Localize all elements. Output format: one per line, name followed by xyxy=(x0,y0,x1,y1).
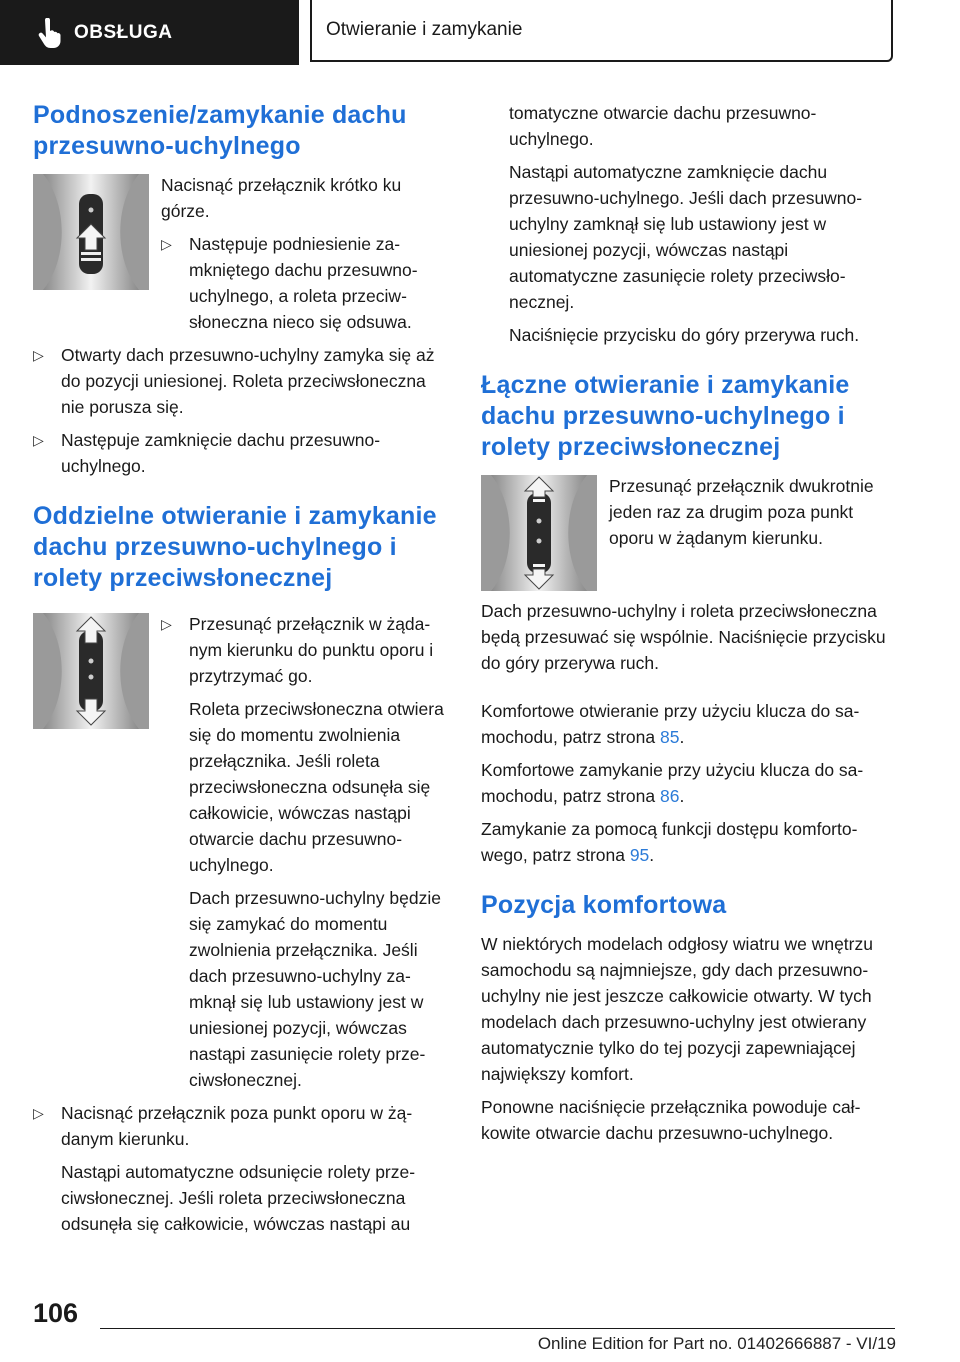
triangle-bullet-icon: ▷ xyxy=(161,236,172,252)
page-link-85[interactable]: 85 xyxy=(659,727,680,747)
instruction-text: Nacisnąć przełącznik krótko ku górze. xyxy=(161,175,402,221)
footer-edition: Online Edition for Part no. 01402666887 - VI/19 xyxy=(537,1334,896,1353)
page-number: 106 xyxy=(33,1298,79,1328)
chapter-tab xyxy=(310,0,893,62)
reference-text: Komfortowe zamykanie przy użyciu klucza do samochodu, patrz strona xyxy=(481,760,864,806)
right-column xyxy=(481,100,896,1146)
list-item xyxy=(33,1100,451,1152)
list-item-text: Przesunąć przełącznik w żądanym kierunku do punktu oporu i przytrzymać go. xyxy=(189,614,434,686)
paragraph: Roleta przeciwsłoneczna otwiera się do momentu zwolnienia przełącznika. Jeśli roleta przeciwsłoneczna odsunęła się całkowicie, wówczas nastąpi otwarcie dachu przesuwno-uchylnego. xyxy=(189,699,444,875)
reference-paragraph xyxy=(481,698,896,750)
heading-oddzielne: Oddzielne otwieranie i zamykanie dachu przesuwno-uchylnego i rolety przeciwsłonecznej xyxy=(33,502,437,592)
triangle-bullet-icon: ▷ xyxy=(33,347,44,363)
reference-end: . xyxy=(649,845,655,865)
list-item-text: Nacisnąć przełącznik poza punkt oporu w żądanym kierunku. xyxy=(61,1103,413,1149)
list-item-text: Otwarty dach przesuwno-uchylny zamyka się aż do pozycji uniesionej. Roleta przeciwsłoneczna nie porusza się. xyxy=(61,345,435,417)
list-item xyxy=(161,231,451,335)
reference-end: . xyxy=(679,786,685,806)
paragraph: Nastąpi automatyczne zamknięcie dachu przesuwno-uchylnego. Jeśli dach przesuwno-uchylny zamknął się lub ustawiony jest w uniesionej pozycji, wówczas nastąpi automatyczne zasunięcie rolety przeciwsłonecznej. xyxy=(509,162,863,312)
switch-up-illustration xyxy=(33,174,149,290)
left-column xyxy=(33,100,451,1237)
triangle-bullet-icon: ▷ xyxy=(33,432,44,448)
switch-updown-illustration xyxy=(33,613,149,729)
heading-pozycja: Pozycja komfortowa xyxy=(481,891,727,919)
hand-pointer-icon xyxy=(36,18,62,48)
figure-row-1 xyxy=(33,172,451,335)
chapter-title: Otwieranie i zamykanie xyxy=(326,19,523,40)
paragraph: Przesunąć przełącznik dwukrotnie jeden raz za drugim poza punkt oporu w żądanym kierunku. xyxy=(609,476,874,548)
triangle-bullet-icon: ▷ xyxy=(161,616,172,632)
list-item-text: Następuje podniesienie zamkniętego dachu przesuwno-uchylnego, a roleta przeciwsłoneczna nieco się odsuwa. xyxy=(189,234,418,332)
list-item xyxy=(33,427,451,479)
paragraph: tomatyczne otwarcie dachu przesuwno-uchylnego. xyxy=(509,103,817,149)
switch-double-illustration xyxy=(481,475,597,591)
list-item xyxy=(33,342,451,420)
paragraph: Ponowne naciśnięcie przełącznika powoduje całkowite otwarcie dachu przesuwno-uchylnego. xyxy=(481,1097,861,1143)
heading-laczne: Łączne otwieranie i zamykanie dachu przesuwno-uchylnego i rolety przeciwsłonecznej xyxy=(481,371,850,461)
reference-text: Zamykanie za pomocą funkcji dostępu komfortowego, patrz strona xyxy=(481,819,858,865)
paragraph: Dach przesuwno-uchylny będzie się zamykać do momentu zwolnienia przełącznika. Jeśli dach przesuwno-uchylny zamknął się lub ustawiony jest w uniesionej pozycji, wówczas nastąpi zasunięcie rolety przeciwsłonecznej. xyxy=(189,888,441,1090)
section-title: OBSŁUGA xyxy=(74,21,173,43)
footer-divider xyxy=(100,1328,895,1329)
reference-paragraph xyxy=(481,757,896,809)
paragraph: Naciśnięcie przycisku do góry przerywa ruch. xyxy=(509,325,860,345)
section-tab xyxy=(0,0,299,65)
reference-paragraph xyxy=(481,816,896,868)
figure-row-3 xyxy=(481,473,896,591)
paragraph: W niektórych modelach odgłosy wiatru we wnętrzu samochodu są najmniejsze, gdy dach przesuwno-uchylny nie jest jeszcze całkowicie otwarty. W tych modelach dach przesuwno-uchylny jest otwierany automatycznie tylko do tej pozycji zapewniającej największy komfort. xyxy=(481,934,873,1084)
list-item-text: Następuje zamknięcie dachu przesuwno-uchylnego. xyxy=(61,430,381,476)
figure-row-2 xyxy=(33,611,451,1093)
list-item xyxy=(161,611,451,689)
triangle-bullet-icon: ▷ xyxy=(33,1105,44,1121)
paragraph: Nastąpi automatyczne odsunięcie rolety przeciwsłonecznej. Jeśli roleta przeciwsłoneczna odsunęła się całkowicie, wówczas nastąpi au xyxy=(61,1162,416,1234)
reference-end: . xyxy=(679,727,685,747)
paragraph: Dach przesuwno-uchylny i roleta przeciwsłoneczna będą przesuwać się wspólnie. Naciśnięcie przycisku do góry przerywa ruch. xyxy=(481,601,886,673)
page-link-95[interactable]: 95 xyxy=(629,845,650,865)
reference-text: Komfortowe otwieranie przy użyciu klucza do samochodu, patrz strona xyxy=(481,701,860,747)
page-link-86[interactable]: 86 xyxy=(659,786,680,806)
heading-podnoszenie: Podnoszenie/zamykanie dachu przesuwno-uchylnego xyxy=(33,101,407,160)
